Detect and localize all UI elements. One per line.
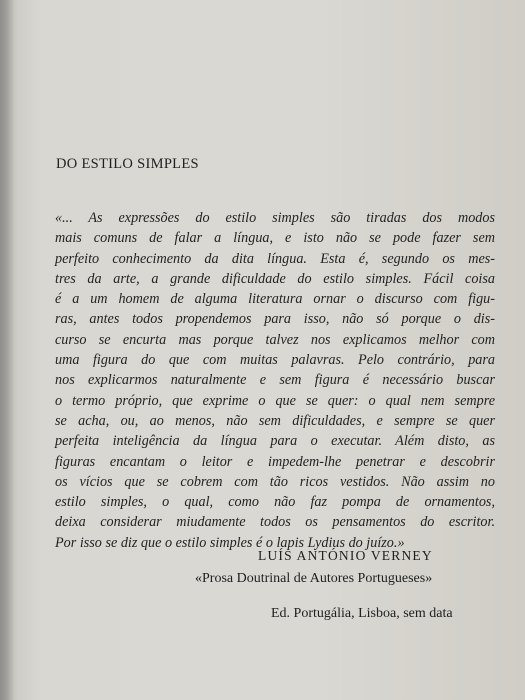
quote-line: «... As expressões do estilo simples são tiradas dos modos [55, 210, 495, 226]
quote-line: mais comuns de falar a língua, e isto não se pode fazer sem [55, 230, 495, 247]
quote-line: estilo simples, o qual, como não faz pompa de ornamentos, [55, 494, 495, 511]
quote-line: o termo próprio, que exprime o que se quer: o qual nem sempre [55, 392, 495, 409]
quote-line: perfeita inteligência da língua para o executar. Além disto, as [55, 433, 495, 450]
quote-line: uma figura do que com muitas palavras. Pelo contrário, para [55, 352, 495, 369]
section-heading: DO ESTILO SIMPLES [56, 156, 199, 172]
quote-line: Por isso se diz que o estilo simples é o lapis Lydius do juízo.» [55, 534, 405, 551]
quote-line: tres da arte, a grande dificuldade do estilo simples. Fácil coisa [55, 270, 495, 287]
page-gutter-shadow [0, 0, 14, 700]
quote-line: deixa considerar miudamente todos os pensamentos do escritor. [55, 514, 495, 531]
quote-line: figuras encantam o leitor e impedem-lhe penetrar e descobrir [55, 453, 495, 470]
edition-info: Ed. Portugália, Lisboa, sem data [271, 606, 453, 621]
quote-line: os vícios que se cobrem com tão ricos vestidos. Não assim no [55, 473, 495, 490]
author-name: LUÍS ANTÓNIO VERNEY [258, 548, 433, 563]
quote-line: nos explicarmos naturalmente e sem figura é necessário buscar [55, 372, 495, 389]
quote-line: curso se encurta mas porque talvez nos explicamos melhor com [55, 331, 495, 348]
quote-line: ras, antes todos propendemos para isso, não só porque o dis- [55, 311, 495, 328]
quote-line: se acha, ou, ao menos, não sem dificuldades, e sempre se quer [55, 412, 495, 429]
source-work-title: «Prosa Doutrinal de Autores Portugueses» [195, 571, 433, 586]
quote-line: perfeito conhecimento da dita língua. Esta é, segundo os mes- [55, 250, 495, 267]
quote-line: é a um homem de alguma literatura ornar o discurso com figu- [55, 291, 495, 308]
quote-body [55, 208, 495, 553]
